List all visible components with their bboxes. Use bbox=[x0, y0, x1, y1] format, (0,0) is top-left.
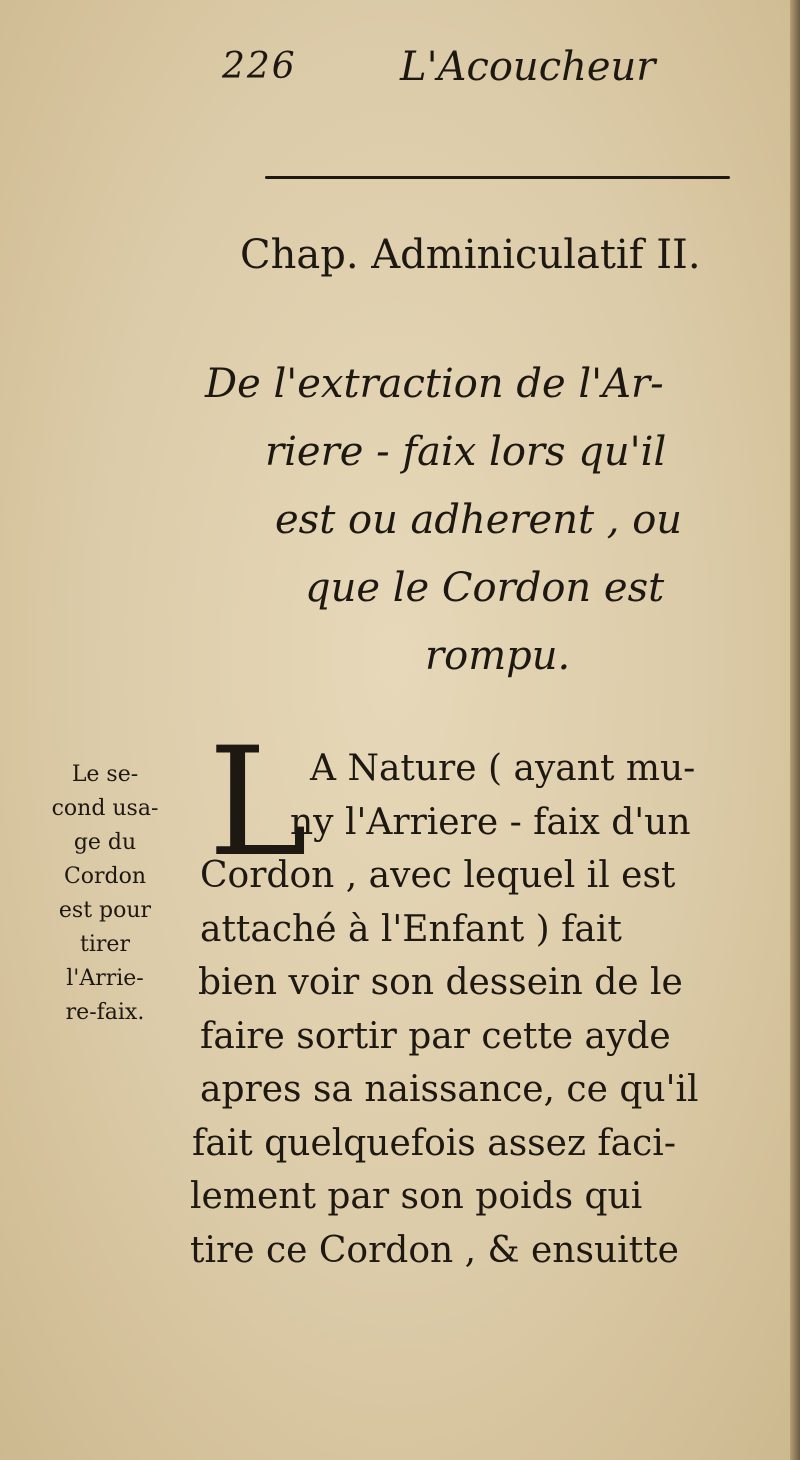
body-line: ny l'Arriere - faix d'un bbox=[290, 801, 691, 843]
margin-note-line: Cordon bbox=[63, 864, 147, 889]
chapter-title bbox=[195, 350, 770, 690]
body-line: lement par son poids qui bbox=[190, 1176, 643, 1217]
body-text bbox=[190, 742, 770, 1277]
body-line: tire ce Cordon , & ensuitte bbox=[190, 1229, 679, 1271]
chapter-heading-rest: Adminiculatif II. bbox=[371, 232, 701, 278]
body-line: faire sortir par cette ayde bbox=[200, 1015, 671, 1057]
margin-note-line: tirer bbox=[80, 932, 130, 957]
margin-note-line: re-faix. bbox=[65, 1000, 145, 1025]
chapter-heading bbox=[240, 232, 770, 278]
margin-note-line: ge du bbox=[73, 830, 137, 855]
margin-note-line: l'Arrie- bbox=[66, 966, 144, 991]
body-line: Cordon , avec lequel il est bbox=[200, 855, 676, 896]
chapter-title-line: riere - faix lors qu'il bbox=[265, 429, 667, 475]
chapter-heading-cap: Chap. bbox=[240, 232, 359, 278]
body-line: apres sa naissance, ce qu'il bbox=[200, 1069, 699, 1110]
page-header bbox=[0, 40, 790, 110]
body-line: attaché à l'Enfant ) fait bbox=[200, 908, 622, 950]
margin-note-line: est pour bbox=[58, 898, 152, 923]
chapter-title-line: De l'extraction de l'Ar- bbox=[205, 361, 664, 407]
drop-cap: L bbox=[208, 716, 308, 890]
header-rule bbox=[265, 176, 730, 179]
page-edge bbox=[790, 0, 800, 1460]
chapter-title-line: rompu. bbox=[425, 633, 571, 679]
margin-note-line: cond usa- bbox=[51, 796, 159, 821]
chapter-title-line: que le Cordon est bbox=[305, 565, 665, 611]
body-line: fait quelquefois assez faci- bbox=[192, 1122, 676, 1164]
running-title: L'Acoucheur bbox=[400, 44, 656, 90]
margin-note-line: Le se- bbox=[71, 762, 139, 787]
body-line: A Nature ( ayant mu- bbox=[310, 748, 696, 789]
margin-note bbox=[40, 758, 170, 1030]
body-line: bien voir son dessein de le bbox=[198, 962, 683, 1003]
chapter-title-line: est ou adherent , ou bbox=[275, 497, 683, 543]
page-number: 226 bbox=[222, 46, 297, 87]
